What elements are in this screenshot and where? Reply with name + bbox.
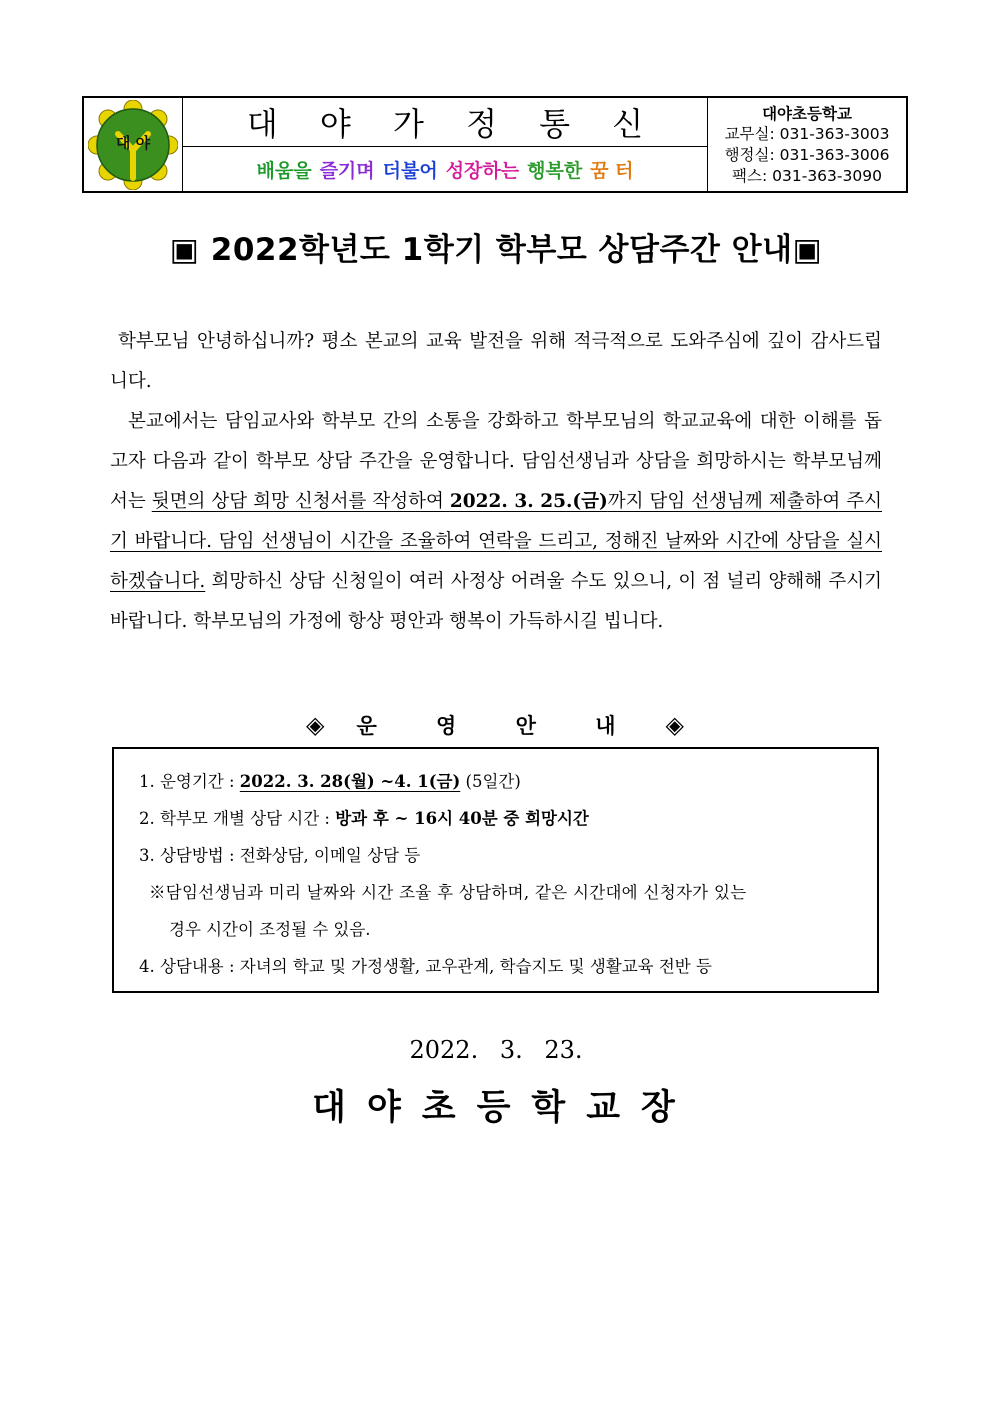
letter-date: 2022. 3. 23. — [409, 1036, 583, 1064]
newsletter-title: 대 야 가 정 통 신 — [183, 98, 707, 147]
item-label: 1. 운영기간 : — [139, 772, 240, 791]
contact-office: 교무실: 031-363-3003 — [724, 124, 890, 143]
item-label: 2. 학부모 개별 상담 시간 : — [139, 809, 336, 828]
main-paragraph — [110, 402, 882, 642]
document-title: ▣ 2022학년도 1학기 학부모 상담주간 안내▣ — [169, 232, 823, 268]
school-logo — [88, 100, 178, 190]
diamond-icon: ◈ — [665, 710, 686, 739]
school-name: 대야초등학교 — [762, 103, 852, 123]
motto-word: 행복한 — [527, 159, 583, 182]
motto-word: 배움을 — [256, 159, 312, 182]
period-value: 2022. 3. 28(월) ~4. 1(금) — [239, 772, 461, 791]
greeting-paragraph: 학부모님 안녕하십니까? 평소 본교의 교육 발전을 위해 적극적으로 도와주심에 깊이 감사드립니다. — [110, 331, 882, 392]
paragraph-text: 희망하신 상담 신청일이 여러 사정상 어려울 수도 있으니, 이 점 널리 양해해 주시기 바랍니다. 학부모님의 가정에 항상 평안과 행복이 가득하시길 빕니다. — [110, 571, 882, 632]
school-logo-cell — [84, 98, 183, 191]
operation-guide-heading — [0, 710, 992, 740]
contact-info — [708, 98, 906, 191]
contact-admin: 행정실: 031-363-3006 — [724, 145, 890, 164]
guide-note: ※담임선생님과 미리 날짜와 시간 조율 후 상담하며, 같은 시간대에 신청자가 있는 — [149, 883, 747, 902]
paragraph-text: 본교에서는 담임교사와 학부모 간의 소통을 강화하고 학부모님의 학교교육에 대한 이해를 돕고자 다음과 같이 학부모 상담 주간을 운영합니다. 담임선생님과 상담을 희망하시는 학부모님께서는 — [110, 411, 882, 512]
section-label: 운 영 안 내 — [356, 713, 642, 738]
guide-note-continued: 경우 시간이 조정될 수 있음. — [169, 920, 371, 939]
guide-item-content: 4. 상담내용 : 자녀의 학교 및 가정생활, 교우관계, 학습지도 및 생활교육 전반 등 — [139, 957, 712, 976]
guide-item-period — [139, 763, 869, 800]
logo-text: 대 야 — [115, 133, 151, 152]
motto-word: 즐기며 — [319, 159, 375, 182]
time-value: 방과 후 ~ 16시 40분 중 희망시간 — [335, 809, 589, 828]
instruction-text: 까지 담임 선생님께 제출하여 주시기 바랍니다. 담임 선생님이 시간을 조율하여 연락을 드리고, 정해진 날짜와 시간에 상담을 실시하겠습니다. — [110, 491, 882, 592]
letter-body — [110, 322, 882, 642]
diamond-icon: ◈ — [305, 710, 327, 739]
guide-item-time — [139, 800, 869, 837]
motto-word: 꿈 터 — [590, 159, 634, 182]
school-motto — [183, 147, 707, 191]
period-suffix: (5일간) — [460, 772, 521, 791]
motto-word: 더불어 — [382, 159, 438, 182]
motto-word: 성장하는 — [445, 159, 520, 182]
instruction-text: 뒷면의 상담 희망 신청서를 작성하여 — [151, 491, 450, 512]
contact-fax: 팩스: 031-363-3090 — [732, 166, 882, 185]
principal-signature: 대야초등학교장 — [312, 1087, 696, 1128]
operation-guide-box — [112, 747, 879, 993]
guide-item-method: 3. 상담방법 : 전화상담, 이메일 상담 등 — [139, 846, 421, 865]
newsletter-header — [82, 96, 908, 193]
header-middle — [183, 98, 708, 191]
deadline-date: 2022. 3. 25.(금) — [449, 491, 608, 512]
